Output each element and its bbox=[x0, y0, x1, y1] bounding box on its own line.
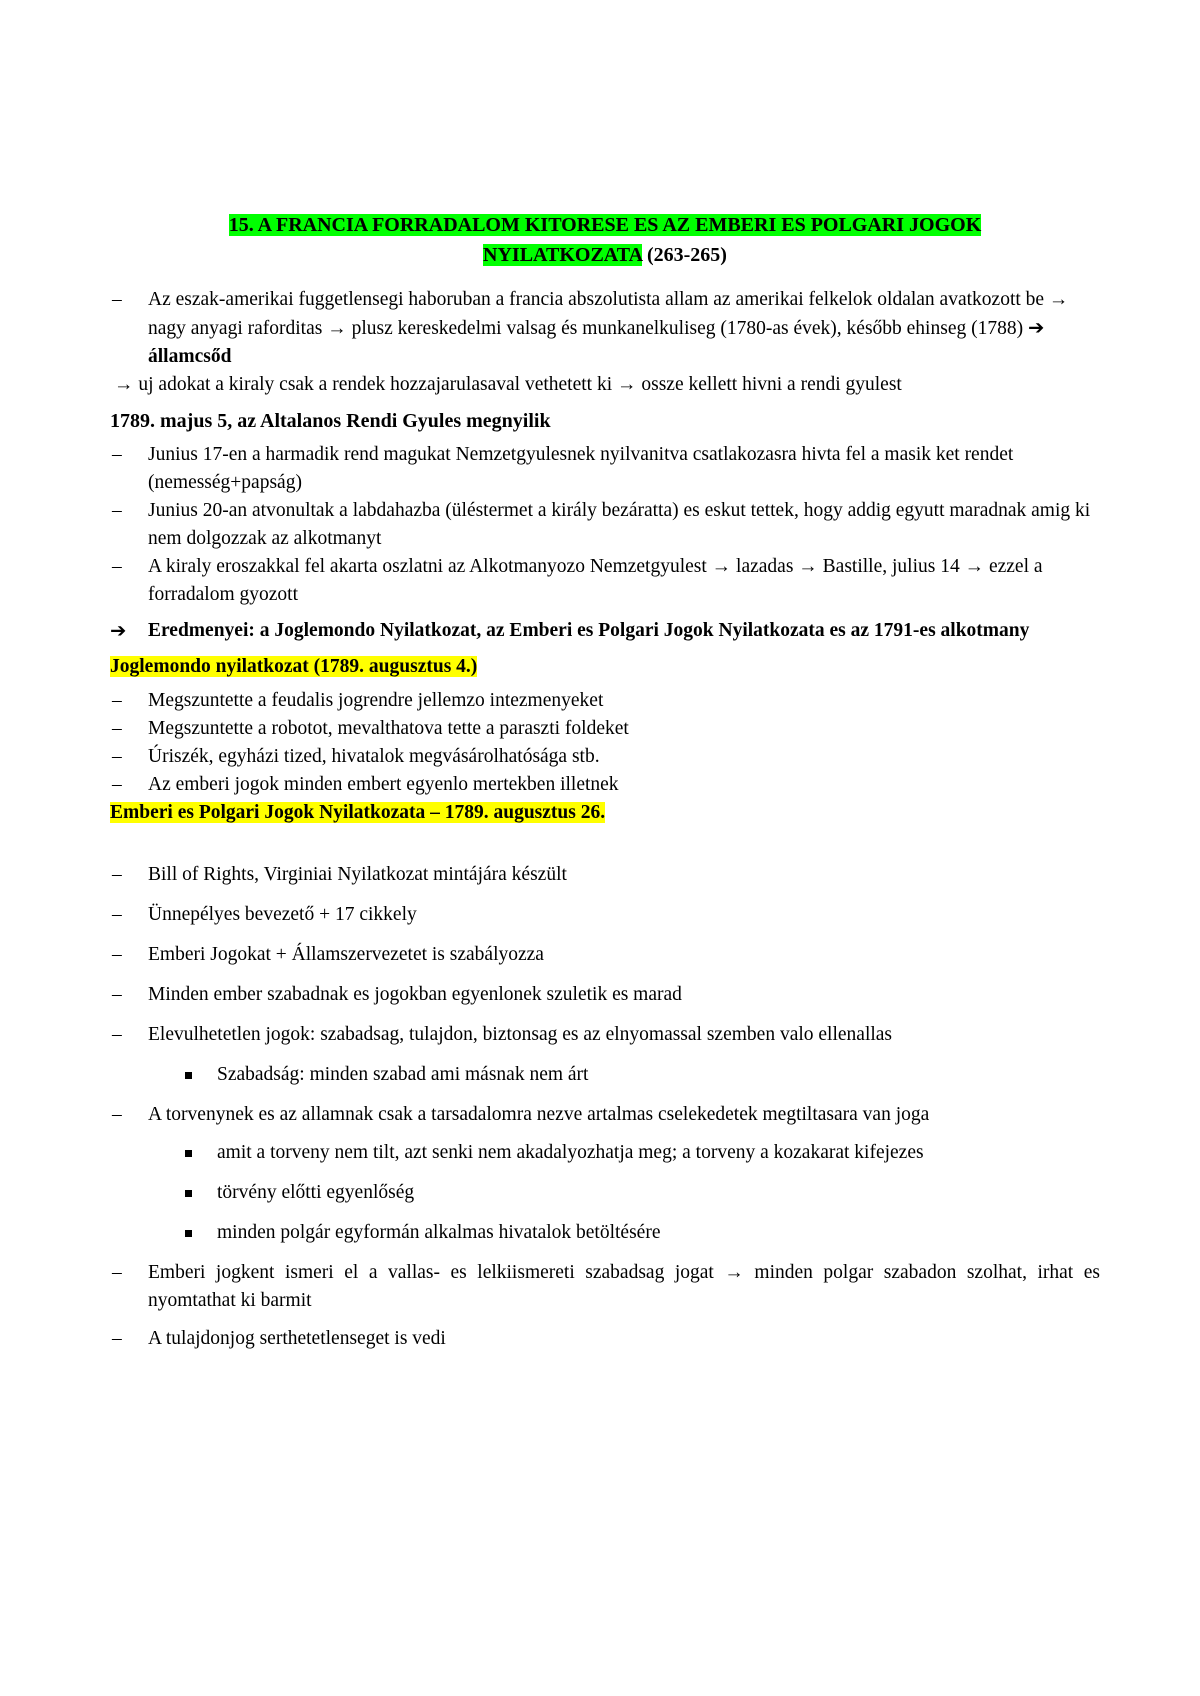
section3-heading bbox=[110, 799, 1100, 827]
intro-item bbox=[110, 286, 1100, 371]
list-item: – Ünnepélyes bevezető + 17 cikkely bbox=[110, 901, 1100, 929]
list-item: – A tulajdonjog serthetetlenseget is vedi bbox=[110, 1325, 1100, 1353]
list-item: – Megszuntette a robotot, mevalthatova tette a paraszti foldeket bbox=[110, 715, 1100, 743]
list-item: – Bill of Rights, Virginiai Nyilatkozat mintájára készült bbox=[110, 861, 1100, 889]
intro-item-text: Az eszak-amerikai fuggetlensegi haboruban a francia abszolutista allam az amerikai felkelok oldalan avatkozott be → nagy anyagi raforditas → plusz kereskedelmi valsag és munkanelkuliseg (1780-as évek), később ehinseg (1788) bbox=[148, 289, 1069, 339]
section2-heading-text: Joglemondo nyilatkozat (1789. augusztus 4.) bbox=[110, 656, 478, 677]
title-line1: 15. A FRANCIA FORRADALOM KITORESE ES AZ EMBERI ES POLGARI JOGOK bbox=[228, 214, 982, 236]
sub-list-item: törvény előtti egyenlőség bbox=[110, 1179, 1100, 1207]
list-item: – Elevulhetetlen jogok: szabadsag, tulajdon, biztonsag es az elnyomassal szemben valo ellenallas bbox=[110, 1021, 1100, 1049]
section2-heading bbox=[110, 653, 1100, 681]
list-item: – Minden ember szabadnak es jogokban egyenlonek szuletik es marad bbox=[110, 981, 1100, 1009]
sub-list-item: Szabadság: minden szabad ami másnak nem árt bbox=[110, 1061, 1100, 1089]
list-item: – A kiraly eroszakkal fel akarta oszlatni az Alkotmanyozo Nemzetgyulest → lazadas → Bastille, julius 14 → ezzel a forradalom gyozott bbox=[110, 553, 1100, 609]
section1-result bbox=[110, 617, 1100, 645]
arrow-icon: ➔ bbox=[110, 619, 127, 642]
list-item: – Emberi Jogokat + Államszervezetet is szabályozza bbox=[110, 941, 1100, 969]
intro-continuation: → uj adokat a kiraly csak a rendek hozzajarulasaval vethetett ki → ossze kellett hivni a rendi gyulest bbox=[114, 374, 902, 395]
arrow-icon: ➔ bbox=[1027, 316, 1045, 339]
list-item: – Úriszék, egyházi tized, hivatalok megvásárolhatósága stb. bbox=[110, 743, 1100, 771]
document-page bbox=[110, 210, 1100, 1353]
list-item: – A torvenynek es az allamnak csak a tarsadalomra nezve artalmas cselekedetek megtiltasara van joga bbox=[110, 1101, 1100, 1129]
section1-heading: 1789. majus 5, az Altalanos Rendi Gyules megnyilik bbox=[110, 410, 551, 432]
page-title bbox=[110, 210, 1100, 270]
sub-list-item: minden polgár egyformán alkalmas hivatalok betöltésére bbox=[110, 1219, 1100, 1247]
intro-item-bold: államcsőd bbox=[148, 346, 232, 367]
title-pages: (263-265) bbox=[641, 244, 727, 266]
sub-list-item: amit a torveny nem tilt, azt senki nem akadalyozhatja meg; a torveny a kozakarat kifejezes bbox=[110, 1139, 1100, 1167]
list-item: – Az emberi jogok minden embert egyenlo mertekben illetnek bbox=[110, 771, 1100, 799]
list-item: – Junius 17-en a harmadik rend magukat Nemzetgyulesnek nyilvanitva csatlakozasra hivta fel a masik ket rendet (nemesség+papság) bbox=[110, 441, 1100, 497]
list-item: – Emberi jogkent ismeri el a vallas- es lelkiismereti szabadsag jogat → minden polgar szabadon szolhat, irhat es nyomtathat ki barmit bbox=[110, 1259, 1100, 1315]
title-line2-highlight: NYILATKOZATA bbox=[483, 244, 642, 266]
list-item: – Megszuntette a feudalis jogrendre jellemzo intezmenyeket bbox=[110, 687, 1100, 715]
section1-result-text: Eredmenyei: a Joglemondo Nyilatkozat, az Emberi es Polgari Jogok Nyilatkozata es az 1791-es alkotmany bbox=[148, 620, 1030, 641]
section3-heading-text: Emberi es Polgari Jogok Nyilatkozata – 1789. augusztus 26. bbox=[110, 802, 606, 823]
list-item: – Junius 20-an atvonultak a labdahazba (üléstermet a király bezáratta) es eskut tettek, hogy addig egyutt maradnak amig ki nem dolgozzak az alkotmanyt bbox=[110, 497, 1100, 553]
